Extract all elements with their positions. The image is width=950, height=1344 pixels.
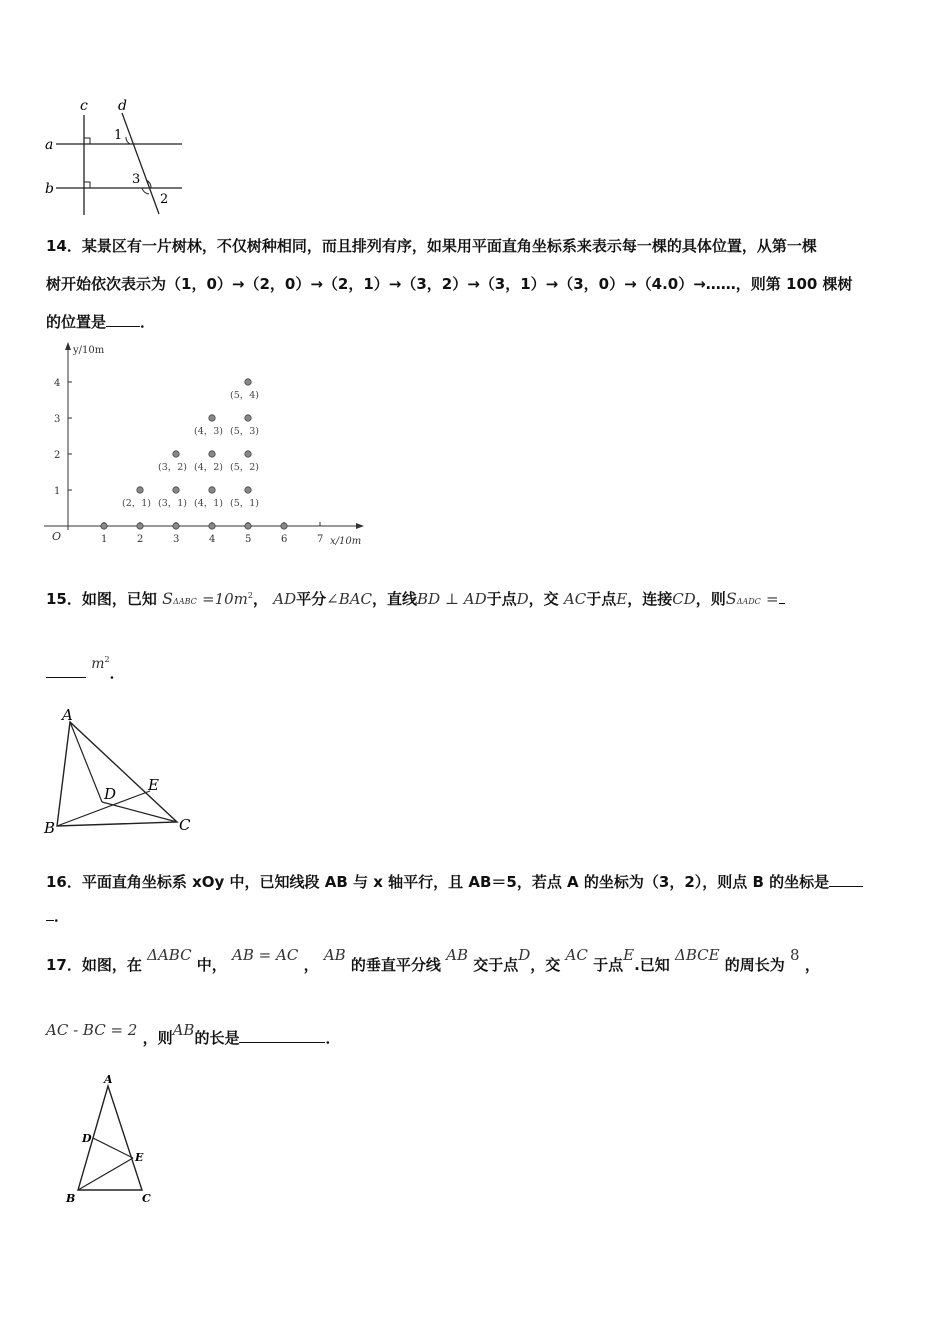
y-tick-label: 4 (54, 378, 61, 389)
tree-point-label: (3，1) (158, 498, 188, 509)
segment-ab-3: AB (172, 1021, 195, 1039)
q17-comma: ， (303, 956, 319, 974)
answer-blank (106, 326, 140, 327)
segment-ab-2: AB (446, 946, 469, 964)
x-tick-label: 1 (101, 534, 108, 545)
tree-point (137, 487, 143, 493)
q17-prefix: 17．如图，在 (46, 956, 142, 974)
tree-point-label: (5，4) (230, 390, 260, 401)
triangle-abc: ΔABC (147, 946, 192, 964)
label-c: c (80, 98, 88, 114)
area-sub-abc: ΔABC (173, 597, 197, 606)
tree-point-label: (5，3) (230, 426, 260, 437)
answer-blank (46, 677, 86, 678)
q17-mid: 中， (196, 956, 227, 974)
tree-point (209, 451, 215, 457)
x-tick-label: 7 (317, 534, 324, 545)
origin-label: O (52, 530, 62, 543)
y-tick-label: 2 (54, 450, 61, 461)
q16-text: 16．平面直角坐标系 xOy 中，已知线段 AB 与 x 轴平行，且 AB＝5，若点 A 的坐标为（3，2），则点 B 的坐标是 (46, 873, 830, 891)
isosceles-triangle-figure (60, 1068, 160, 1208)
answer-blank-end (46, 920, 54, 921)
q15-prefix: 15．如图，已知 (46, 590, 157, 608)
answer-blank-start (779, 603, 785, 604)
parallel-lines-figure (38, 95, 188, 220)
triangle-abc-figure (40, 706, 200, 836)
y-tick-label: 1 (54, 486, 61, 497)
area-symbol-abc: S (162, 589, 174, 608)
vertex-a: A (104, 1073, 113, 1086)
point-e: E (623, 946, 635, 964)
tree-point-label: (5，2) (230, 462, 260, 473)
label-d: d (118, 98, 127, 114)
tree-point-label: (4，2) (194, 462, 224, 473)
q17-line2 (46, 1021, 341, 1048)
tree-point-label: (4，1) (194, 498, 224, 509)
x-tick-label: 5 (245, 534, 252, 545)
q17-then: ，则 (142, 1029, 173, 1047)
segment-ac: AC (565, 946, 588, 964)
tree-point (209, 487, 215, 493)
area-value: =10m (202, 590, 248, 608)
segment-cd: CD (672, 590, 696, 608)
q17-meet: 交于点 (473, 956, 519, 974)
tree-point (245, 415, 251, 421)
vertex-c: C (142, 1192, 151, 1205)
point-d: D (518, 946, 531, 964)
q17-end: ． (325, 1029, 341, 1047)
unit-m: m (91, 656, 105, 672)
tree-point (173, 523, 179, 529)
tree-point (245, 451, 251, 457)
point-d: D (516, 590, 529, 608)
bd-perp-ad: BD ⊥ AD (417, 590, 487, 608)
point-d-label: D (104, 785, 117, 803)
vertex-b: B (66, 1192, 76, 1205)
q17-line1 (46, 946, 820, 975)
q16-line1 (46, 872, 863, 892)
q15-eq: = (766, 590, 779, 608)
answer-blank (829, 886, 863, 887)
tree-point-label: (4，3) (194, 426, 224, 437)
q15-connect: ，连接 (627, 590, 673, 608)
area-unit-sq: 2 (247, 591, 253, 600)
q15-end: ． (109, 664, 125, 682)
label-b: b (45, 181, 54, 197)
q15-at-point: 于点 (586, 590, 617, 608)
x-tick-label: 2 (137, 534, 144, 545)
tree-point (245, 487, 251, 493)
point-e-label: E (148, 776, 159, 794)
q17-cross: ，交 (530, 956, 561, 974)
segment-ab: AB (323, 946, 346, 964)
point-e: E (616, 590, 628, 608)
q16-end: ． (54, 907, 70, 925)
x-tick-label: 6 (281, 534, 288, 545)
q15-then: ，则 (695, 590, 726, 608)
y-tick-label: 3 (54, 414, 61, 425)
area-sub-adc: ΔADC (736, 597, 761, 606)
tree-point (173, 451, 179, 457)
q14-line3 (46, 312, 155, 332)
q17-at-point: 于点 (593, 956, 624, 974)
x-tick-label: 4 (209, 534, 216, 545)
point-e-label: E (135, 1151, 144, 1164)
point-d-label: D (82, 1132, 92, 1145)
q15-foot-at: 于点 (486, 590, 517, 608)
q15-line-text: ，直线 (372, 590, 418, 608)
tree-point (281, 523, 287, 529)
segment-ac: AC (563, 590, 587, 608)
angle-2-label: 2 (160, 192, 169, 207)
q15-cross: ，交 (528, 590, 559, 608)
q15-bisect: 平分 (296, 590, 327, 608)
perimeter-value: 8 (790, 946, 800, 964)
tree-point-label: (3，2) (158, 462, 188, 473)
ac-minus-bc: AC - BC = 2 (46, 1021, 138, 1039)
segment-ad: AD (273, 590, 297, 608)
vertex-b: B (44, 819, 56, 836)
x-axis-arrow (356, 523, 364, 529)
tree-point (209, 523, 215, 529)
angle-bac: ∠BAC (326, 590, 373, 608)
tree-point (245, 379, 251, 385)
tree-point-label: (2，1) (122, 498, 152, 509)
q17-perimeter: 的周长为 (724, 956, 785, 974)
q14-line3-text: 的位置是 (46, 313, 107, 331)
ab-eq-ac: AB = AC (232, 946, 299, 964)
y-axis-label: y/10m (73, 345, 105, 356)
tree-point (209, 415, 215, 421)
angle-3-label: 3 (132, 172, 141, 187)
q14-line3-end: ． (140, 313, 156, 331)
q15-line2 (46, 655, 125, 684)
unit-sq: 2 (104, 655, 110, 664)
tree-point (245, 523, 251, 529)
label-a: a (45, 137, 54, 153)
x-axis-label: x/10m (330, 536, 362, 547)
y-axis-arrow (65, 342, 71, 350)
q17-known: .已知 (634, 956, 670, 974)
angle-1-label: 1 (114, 128, 123, 143)
vertex-a: A (62, 706, 73, 724)
tree-point (173, 487, 179, 493)
q16-line2 (46, 906, 69, 926)
q17-length: 的长是 (194, 1029, 240, 1047)
x-tick-label: 3 (173, 534, 180, 545)
tree-point (101, 523, 107, 529)
answer-blank (239, 1042, 325, 1043)
q15-line1 (46, 586, 785, 612)
q14-line2: 树开始依次表示为（1，0）→（2，0）→（2，1）→（3，2）→（3，1）→（3，0）→（4.0）→……，则第 100 棵树 (46, 275, 853, 293)
tree-point (137, 523, 143, 529)
q14-line1: 14．某景区有一片树林，不仅树种相同，而且排列有序，如果用平面直角坐标系来表示每一棵的具体位置，从第一棵 (46, 237, 817, 255)
q17-comma-2: ， (804, 956, 820, 974)
triangle-bce: ΔBCE (675, 946, 720, 964)
area-symbol-adc: S (725, 589, 737, 608)
q17-perp-bisector: 的垂直平分线 (350, 956, 441, 974)
tree-point-label: (5，1) (230, 498, 260, 509)
q15-comma: ， (253, 590, 269, 608)
vertex-c: C (179, 816, 191, 834)
tree-position-chart (38, 338, 368, 550)
